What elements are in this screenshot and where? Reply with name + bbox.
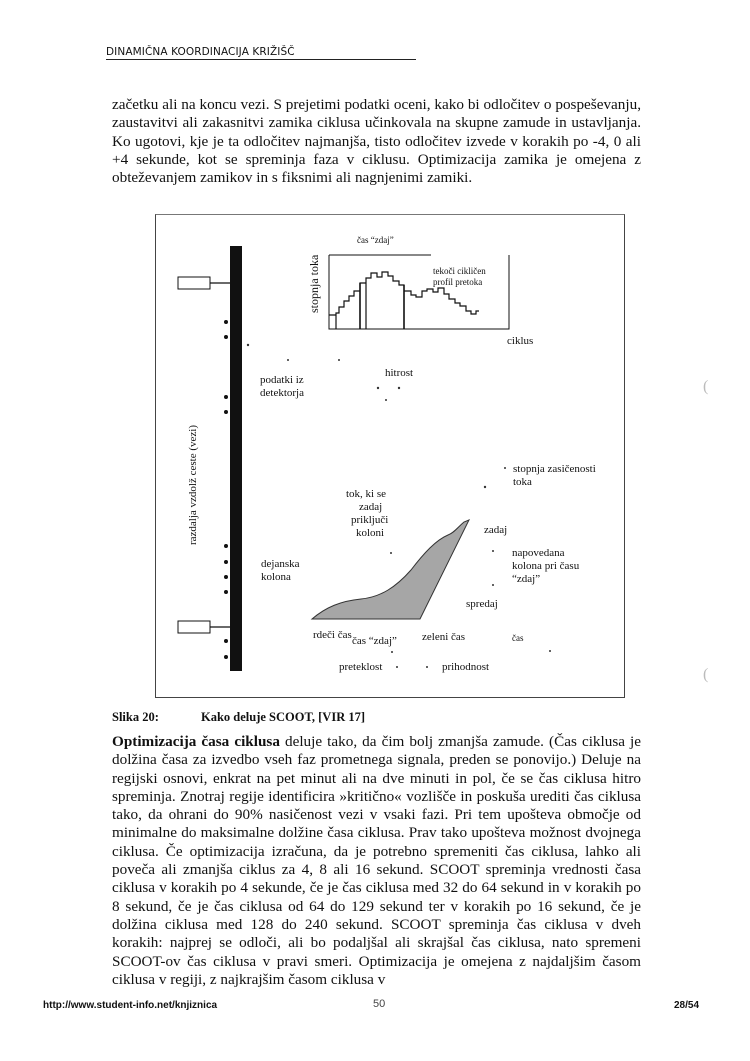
label-cas: čas [512,633,524,643]
scan-artifact: ( [703,378,709,395]
scoot-figure [155,214,625,698]
label-zasicenost-2: toka [513,476,532,488]
downstream-signal-box [178,621,210,633]
label-razdalja: razdalja vzdolž ceste (vezi) [187,424,199,545]
label-napovedana-2: kolona pri času [512,560,580,572]
platoon-shape [312,520,469,619]
label-hitrost: hitrost [385,367,414,379]
label-tok-1: tok, ki se [346,488,387,500]
label-stopnja-toka: stopnja toka [307,254,321,313]
vehicle-markers [224,320,228,659]
label-napovedana-3: “zdaj” [512,573,541,585]
footer-page-number: 50 [373,998,386,1010]
label-tok-3: priključi [351,514,389,526]
label-zeleni-cas: zeleni čas [422,631,466,643]
label-zasicenost-1: stopnja zasičenosti [513,463,596,475]
label-podatki-2: detektorja [260,387,304,399]
figure-caption [112,710,365,725]
label-prihodnost: prihodnost [442,661,490,673]
paragraph-bold-lead: Optimizacija časa ciklusa [112,733,280,750]
caption-text: Kako deluje SCOOT, [VIR 17] [201,710,366,724]
label-dejanska-2: kolona [261,571,291,583]
footer-page-count: 28/54 [674,1000,700,1011]
label-cas-zdaj-bottom: čas “zdaj” [352,635,397,647]
label-tekoci-profil-2: profil pretoka [433,277,483,287]
label-rdeci-cas: rdeči čas [313,629,352,641]
label-tekoci-profil-1: tekoči cikličen [433,266,486,276]
label-ciklus: ciklus [507,335,534,347]
label-tok-2: zadaj [359,501,383,513]
paragraph-body: deluje tako, da čim bolj zmanjša zamude. (Čas ciklusa je dolžina časa za izvedbo vseh faz prometnega signala, preden se ponovijo.) Deluje na regijski osnovi, enkrat na pet minut ali na dve minuti in pol, če se čas ciklusa hitro spreminja. Znotraj regije identificira »kritično« vozlišče in poskuša urediti čas ciklusa tako, da ohrani do 90% nasičenost vezi v vsaki fazi. Pri tem upošteva območje od minimalne do maksimalne dolžine časa ciklusa. Prav tako upošteva možnost dvojnega ciklusa. Če optimizacija izračuna, da je potrebno spremeniti čas ciklusa, lahko ali poveča ali zmanjša ciklus za 4, 8 ali 16 sekund. SCOOT spreminja vrednosti časa ciklusa v korakih po 4 sekunde, če je čas ciklusa med 32 do 64 sekund in v korakih po 8 sekund, če je čas ciklusa od 64 do 129 sekund ter v korakih po 16 sekund, če je dolžina ciklusa med 128 do 240 sekund. SCOOT spreminja čas ciklusa v dveh korakih: najprej se odloči, ali bo podaljšal ali skrajšal čas ciklusa, nato spremeni SCOOT-ov čas ciklusa v pravi smeri. Optimizacija je omejena z najdaljšim časom ciklusa v regiji, z najkrajšim časom ciklusa v [112,733,641,988]
label-podatki-1: podatki iz [260,374,304,386]
paragraph-cycle-optimization [112,733,641,989]
label-cas-zdaj-top: čas “zdaj” [357,235,394,245]
label-napovedana-1: napovedana [512,547,565,559]
label-zadaj: zadaj [484,524,508,536]
scoot-diagram [156,215,624,697]
footer-url[interactable]: http://www.student-info.net/knjiznica [43,1000,218,1011]
paragraph-intro: začetku ali na koncu vezi. S prejetimi podatki oceni, kako bi odločitev o pospeševanju, zaustavitvi ali zakasnitvi zamika ciklusa učinkovala na skupne zamude in ustavljanja. Ko ugotovi, kje je ta odločitev najmanjša, tisto odločitev izvede v korakih po -4, 0 ali +4 sekunde, kot se spreminja faza v ciklusu. Optimizacija zamika je omejena z obteževanjem zamikov in s fiksnimi ali nagnjenimi zamiki. [112,96,641,187]
caption-number: Slika 20: [112,710,159,724]
label-preteklost: preteklost [339,661,383,673]
label-spredaj: spredaj [466,598,498,610]
label-dejanska-1: dejanska [261,558,300,570]
running-header: DINAMIČNA KOORDINACIJA KRIŽIŠČ [106,46,416,60]
scan-artifact: ( [703,666,709,683]
label-tok-4: koloni [356,527,385,539]
upstream-signal-box [178,277,210,289]
road-link-bar [230,246,242,671]
